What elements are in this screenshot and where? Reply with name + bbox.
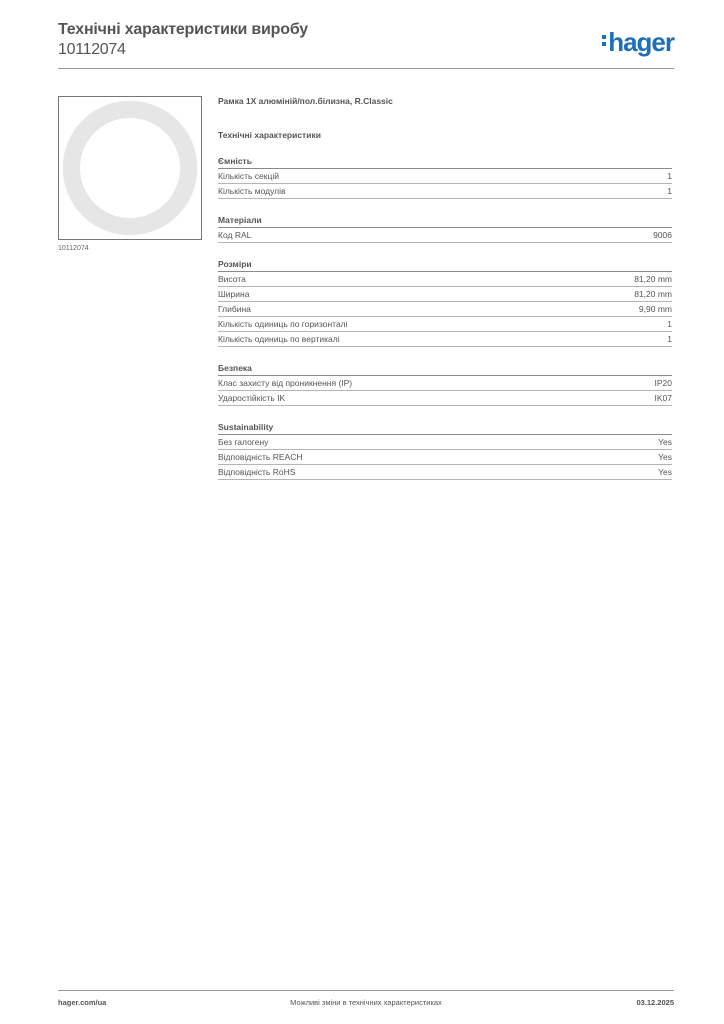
section-title: Безпека <box>218 363 672 376</box>
spec-label: Глибина <box>218 304 251 314</box>
spec-sections <box>218 156 672 480</box>
spec-value: 1 <box>667 319 672 329</box>
spec-label: Кількість одиниць по вертикалі <box>218 334 340 344</box>
spec-row <box>218 465 672 480</box>
spec-label: Клас захисту від проникнення (IP) <box>218 378 353 388</box>
spec-value: 1 <box>667 334 672 344</box>
spec-value: Yes <box>658 437 672 447</box>
spec-label: Кількість секцій <box>218 171 279 181</box>
spec-value: IK07 <box>654 393 672 403</box>
product-name: Рамка 1Х алюміній/пол.білизна, R.Classic <box>218 96 393 106</box>
spec-value: 1 <box>667 186 672 196</box>
spec-label: Код RAL <box>218 230 252 240</box>
footer-date: 03.12.2025 <box>636 998 674 1007</box>
spec-value: IP20 <box>654 378 672 388</box>
image-caption: 10112074 <box>58 245 89 252</box>
section-title: Розміри <box>218 259 672 272</box>
spec-row <box>218 317 672 332</box>
spec-value: 81,20 mm <box>634 274 672 284</box>
spec-section <box>218 422 672 480</box>
footer-divider <box>58 990 674 991</box>
spec-row <box>218 450 672 465</box>
header-divider <box>58 68 674 69</box>
frame-ring-illustration <box>63 101 197 235</box>
spec-row <box>218 272 672 287</box>
spec-label: Кількість модулів <box>218 186 286 196</box>
spec-section <box>218 259 672 347</box>
spec-label: Кількість одиниць по горизонталі <box>218 319 348 329</box>
footer-note: Можливі зміни в технічних характеристиках <box>290 998 442 1007</box>
spec-value: 81,20 mm <box>634 289 672 299</box>
spec-value: 9,90 mm <box>638 304 672 314</box>
spec-section <box>218 156 672 199</box>
spec-section <box>218 215 672 243</box>
hager-logo <box>602 28 674 56</box>
spec-heading: Технічні характеристики <box>218 130 321 140</box>
spec-row <box>218 391 672 406</box>
spec-row <box>218 228 672 243</box>
spec-row <box>218 435 672 450</box>
spec-label: Ширина <box>218 289 250 299</box>
spec-label: Висота <box>218 274 246 284</box>
footer-url-link[interactable]: hager.com/ua <box>58 998 107 1007</box>
logo-text: hager <box>608 27 674 57</box>
page-title: Технічні характеристики виробу <box>58 21 308 38</box>
spec-row <box>218 169 672 184</box>
spec-row <box>218 376 672 391</box>
section-title: Ємність <box>218 156 672 169</box>
section-title: Sustainability <box>218 422 672 435</box>
spec-row <box>218 302 672 317</box>
spec-row <box>218 184 672 199</box>
product-image <box>58 96 202 240</box>
product-code: 10112074 <box>58 41 126 58</box>
spec-row <box>218 287 672 302</box>
spec-label: Без галогену <box>218 437 269 447</box>
section-title: Матеріали <box>218 215 672 228</box>
spec-section <box>218 363 672 406</box>
page-header <box>58 20 674 70</box>
spec-label: Відповідність REACH <box>218 452 303 462</box>
spec-value: Yes <box>658 467 672 477</box>
spec-value: 9006 <box>653 230 672 240</box>
logo-dots-icon <box>602 32 606 49</box>
spec-value: Yes <box>658 452 672 462</box>
spec-value: 1 <box>667 171 672 181</box>
spec-label: Відповідність RoHS <box>218 467 296 477</box>
spec-row <box>218 332 672 347</box>
spec-label: Ударостійкість IK <box>218 393 286 403</box>
spec-content <box>218 96 672 480</box>
